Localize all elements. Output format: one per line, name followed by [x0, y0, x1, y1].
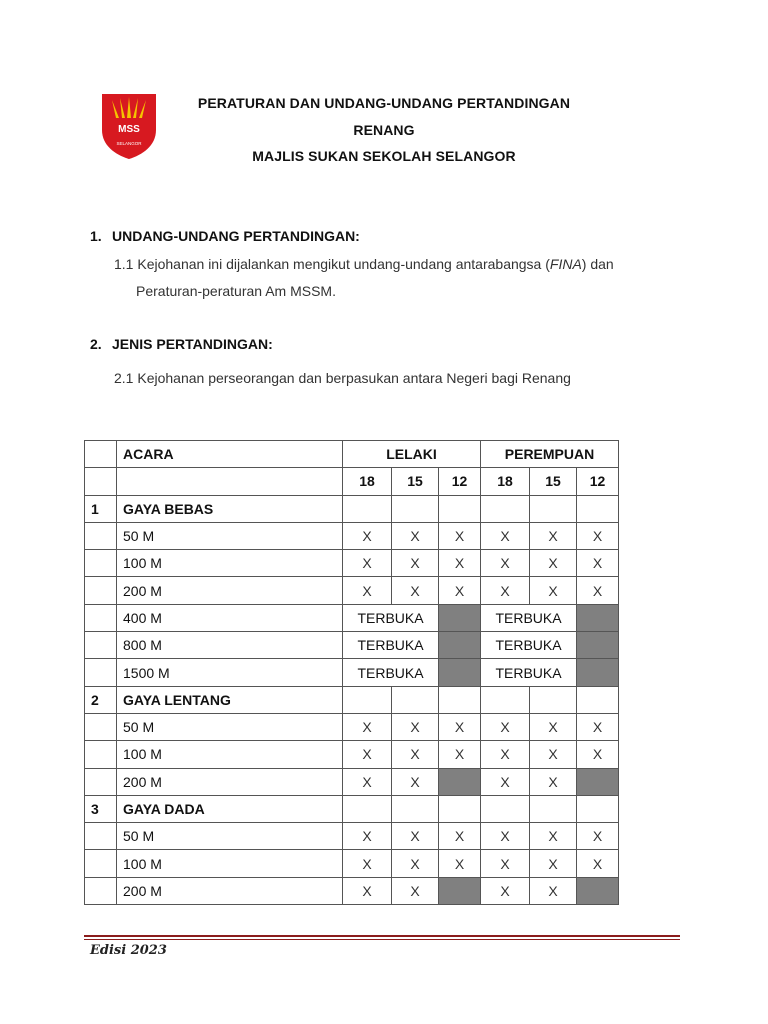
footer-rule-thin: [84, 939, 680, 940]
x-mark: X: [392, 577, 439, 604]
x-mark: X: [530, 823, 577, 850]
section-1-heading: [90, 228, 360, 244]
table-cell: [85, 877, 117, 904]
section-2-number: 2.: [90, 336, 102, 352]
shaded-cell: [439, 604, 481, 631]
table-cell: [85, 823, 117, 850]
shaded-cell: [439, 659, 481, 686]
x-mark: X: [577, 850, 619, 877]
group-number: 3: [85, 795, 117, 822]
age-header: 12: [577, 468, 619, 495]
x-mark: X: [343, 550, 392, 577]
logo-text: MSS: [118, 124, 140, 135]
open-label: TERBUKA: [343, 632, 439, 659]
event-name: 100 M: [117, 741, 343, 768]
male-column-header: LELAKI: [343, 441, 481, 468]
footer-edition: Edisi 2023: [90, 943, 167, 958]
x-mark: X: [577, 522, 619, 549]
footer-rule: [84, 935, 680, 937]
logo-subtext: SELANGOR: [116, 141, 142, 146]
event-row: [85, 713, 619, 740]
group-number: 1: [85, 495, 117, 522]
x-mark: X: [343, 768, 392, 795]
x-mark: X: [343, 741, 392, 768]
table-cell: [85, 522, 117, 549]
table-cell: [85, 659, 117, 686]
x-mark: X: [392, 550, 439, 577]
table-cell: [343, 686, 392, 713]
group-row: [85, 795, 619, 822]
section-1-para-prefix: 1.1 Kejohanan ini dijalankan mengikut undang-undang antarabangsa (: [114, 256, 550, 272]
x-mark: X: [392, 522, 439, 549]
table-cell: [85, 713, 117, 740]
table-cell: [577, 795, 619, 822]
x-mark: X: [439, 713, 481, 740]
age-header: 18: [343, 468, 392, 495]
x-mark: X: [481, 823, 530, 850]
events-table: [84, 440, 619, 905]
table-cell: [577, 686, 619, 713]
section-1-number: 1.: [90, 228, 102, 244]
x-mark: X: [577, 550, 619, 577]
x-mark: X: [392, 850, 439, 877]
age-header: 12: [439, 468, 481, 495]
table-cell: [85, 577, 117, 604]
x-mark: X: [530, 550, 577, 577]
shaded-cell: [577, 768, 619, 795]
x-mark: X: [530, 850, 577, 877]
x-mark: X: [392, 741, 439, 768]
age-header: 18: [481, 468, 530, 495]
event-row: [85, 577, 619, 604]
section-2-paragraph: 2.1 Kejohanan perseorangan dan berpasukan antara Negeri bagi Renang: [114, 370, 571, 386]
group-row: [85, 686, 619, 713]
event-row: [85, 522, 619, 549]
table-cell: [439, 495, 481, 522]
table-cell: [85, 550, 117, 577]
x-mark: X: [343, 823, 392, 850]
event-column-header: ACARA: [117, 441, 343, 468]
event-row: [85, 741, 619, 768]
x-mark: X: [343, 850, 392, 877]
x-mark: X: [577, 713, 619, 740]
event-name: 200 M: [117, 577, 343, 604]
x-mark: X: [481, 550, 530, 577]
table-cell: [481, 795, 530, 822]
shaded-cell: [577, 877, 619, 904]
x-mark: X: [439, 823, 481, 850]
group-name: GAYA BEBAS: [117, 495, 343, 522]
x-mark: X: [530, 577, 577, 604]
x-mark: X: [343, 577, 392, 604]
event-name: 50 M: [117, 713, 343, 740]
event-name: 1500 M: [117, 659, 343, 686]
shaded-cell: [439, 877, 481, 904]
x-mark: X: [481, 713, 530, 740]
section-1-paragraph: [114, 256, 614, 272]
table-cell: [392, 495, 439, 522]
table-cell: [343, 495, 392, 522]
female-column-header: PEREMPUAN: [481, 441, 619, 468]
x-mark: X: [530, 522, 577, 549]
event-row: [85, 877, 619, 904]
x-mark: X: [577, 823, 619, 850]
x-mark: X: [439, 577, 481, 604]
section-1-para-italic: FINA: [549, 256, 582, 272]
event-name: 200 M: [117, 768, 343, 795]
event-row: [85, 768, 619, 795]
shaded-cell: [439, 768, 481, 795]
x-mark: X: [530, 877, 577, 904]
group-name: GAYA DADA: [117, 795, 343, 822]
event-row: [85, 632, 619, 659]
title-line-1: PERATURAN DAN UNDANG-UNDANG PERTANDINGAN: [197, 95, 571, 111]
x-mark: X: [530, 768, 577, 795]
table-cell: [392, 686, 439, 713]
x-mark: X: [343, 877, 392, 904]
table-cell: [85, 604, 117, 631]
x-mark: X: [530, 741, 577, 768]
age-header: 15: [392, 468, 439, 495]
table-cell: [85, 768, 117, 795]
group-row: [85, 495, 619, 522]
event-row: [85, 823, 619, 850]
event-row: [85, 550, 619, 577]
table-cell: [85, 468, 117, 495]
events-table-body: [85, 441, 619, 905]
event-name: 800 M: [117, 632, 343, 659]
table-cell: [85, 632, 117, 659]
table-cell: [117, 468, 343, 495]
table-cell: [530, 795, 577, 822]
table-cell: [392, 795, 439, 822]
table-cell: [530, 495, 577, 522]
table-cell: [530, 686, 577, 713]
x-mark: X: [439, 741, 481, 768]
x-mark: X: [343, 713, 392, 740]
x-mark: X: [392, 823, 439, 850]
table-cell: [85, 441, 117, 468]
x-mark: X: [439, 522, 481, 549]
section-1-title: UNDANG-UNDANG PERTANDINGAN:: [112, 228, 360, 244]
event-name: 100 M: [117, 550, 343, 577]
section-1-paragraph-line-2: Peraturan-peraturan Am MSSM.: [136, 283, 336, 299]
x-mark: X: [577, 741, 619, 768]
x-mark: X: [481, 850, 530, 877]
event-name: 50 M: [117, 823, 343, 850]
shaded-cell: [439, 632, 481, 659]
x-mark: X: [392, 768, 439, 795]
table-cell: [439, 795, 481, 822]
table-cell: [343, 795, 392, 822]
event-name: 100 M: [117, 850, 343, 877]
table-cell: [85, 850, 117, 877]
x-mark: X: [343, 522, 392, 549]
open-label: TERBUKA: [481, 659, 577, 686]
x-mark: X: [530, 713, 577, 740]
open-label: TERBUKA: [343, 659, 439, 686]
table-cell: [481, 686, 530, 713]
title-line-3: MAJLIS SUKAN SEKOLAH SELANGOR: [252, 148, 516, 164]
x-mark: X: [481, 741, 530, 768]
group-name: GAYA LENTANG: [117, 686, 343, 713]
table-cell: [439, 686, 481, 713]
age-header: 15: [530, 468, 577, 495]
x-mark: X: [481, 577, 530, 604]
table-cell: [577, 495, 619, 522]
open-label: TERBUKA: [343, 604, 439, 631]
shaded-cell: [577, 632, 619, 659]
x-mark: X: [481, 877, 530, 904]
event-name: 50 M: [117, 522, 343, 549]
event-row: [85, 850, 619, 877]
x-mark: X: [439, 550, 481, 577]
x-mark: X: [481, 522, 530, 549]
x-mark: X: [392, 877, 439, 904]
x-mark: X: [577, 577, 619, 604]
section-1-para-suffix: ) dan: [581, 256, 614, 272]
event-row: [85, 604, 619, 631]
x-mark: X: [439, 850, 481, 877]
x-mark: X: [392, 713, 439, 740]
event-name: 200 M: [117, 877, 343, 904]
group-number: 2: [85, 686, 117, 713]
table-header-row: [85, 441, 619, 468]
event-name: 400 M: [117, 604, 343, 631]
shaded-cell: [577, 604, 619, 631]
table-cell: [85, 741, 117, 768]
x-mark: X: [481, 768, 530, 795]
section-2-heading: [90, 336, 273, 352]
event-row: [85, 659, 619, 686]
open-label: TERBUKA: [481, 632, 577, 659]
age-header-row: [85, 468, 619, 495]
open-label: TERBUKA: [481, 604, 577, 631]
title-line-2: RENANG: [353, 122, 415, 138]
shaded-cell: [577, 659, 619, 686]
section-2-title: JENIS PERTANDINGAN:: [112, 336, 273, 352]
table-cell: [481, 495, 530, 522]
